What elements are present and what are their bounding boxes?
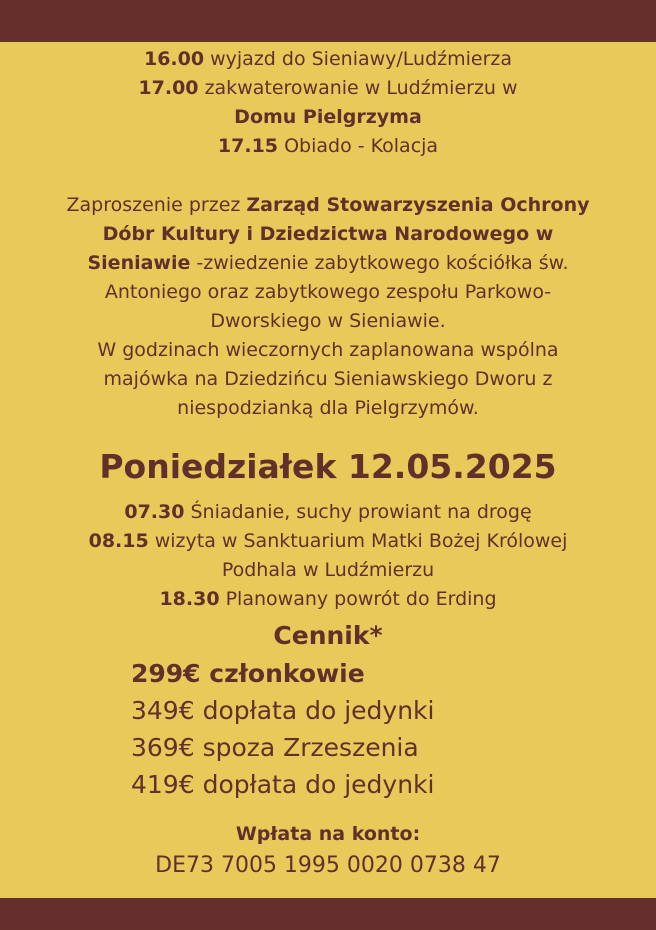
invitation-line bbox=[0, 220, 656, 249]
invitation-line: niespodzianką dla Pielgrzymów. bbox=[177, 397, 479, 419]
schedule-line bbox=[0, 556, 656, 585]
payment-label: Wpłata na konto: bbox=[235, 823, 421, 845]
schedule-text: wizyta w Sanktuarium Matki Bożej Królowej bbox=[148, 530, 568, 552]
schedule-line bbox=[0, 74, 656, 103]
invitation-line bbox=[0, 249, 656, 278]
invitation-line: Dworskiego w Sieniawie. bbox=[210, 310, 446, 332]
schedule-time: 07.30 bbox=[124, 501, 185, 523]
schedule-day1 bbox=[0, 45, 656, 161]
price-item: 349€ dopłata do jedynki bbox=[131, 696, 435, 725]
schedule-time: 18.30 bbox=[159, 588, 220, 610]
invitation-line bbox=[0, 191, 656, 220]
price-item: 369€ spoza Zrzeszenia bbox=[131, 733, 419, 762]
schedule-line bbox=[0, 103, 656, 132]
invitation-intro: Zaproszenie przez bbox=[66, 194, 247, 216]
schedule-text: Planowany powrót do Erding bbox=[219, 588, 497, 610]
invitation-org: Sieniawie bbox=[87, 252, 191, 274]
schedule-line bbox=[0, 45, 656, 74]
schedule-text: wyjazd do Sieniawy/Ludźmierza bbox=[204, 48, 513, 70]
schedule-text: Domu Pielgrzyma bbox=[234, 106, 422, 128]
schedule-line bbox=[0, 527, 656, 556]
schedule-time: 17.15 bbox=[217, 135, 279, 157]
bank-account-number: DE73 7005 1995 0020 0738 47 bbox=[155, 853, 501, 878]
schedule-time: 17.00 bbox=[138, 77, 199, 99]
schedule-line bbox=[0, 498, 656, 527]
price-item: 419€ dopłata do jedynki bbox=[131, 770, 435, 799]
schedule-line bbox=[0, 132, 656, 161]
day2-heading: Poniedziałek 12.05.2025 bbox=[99, 447, 557, 486]
schedule-text: Podhala w Ludźmierzu bbox=[221, 559, 435, 581]
top-band bbox=[0, 0, 656, 42]
schedule-text: Śniadanie, suchy prowiant na drogę bbox=[184, 501, 532, 523]
bottom-band bbox=[0, 898, 656, 930]
price-list-title: Cennik* bbox=[273, 621, 383, 650]
schedule-line bbox=[0, 585, 656, 614]
schedule-text: Obiado - Kolacja bbox=[278, 135, 439, 157]
invitation-line: Antoniego oraz zabytkowego zespołu Parkowo- bbox=[104, 281, 552, 303]
invitation-line: majówka na Dziedzińcu Sieniawskiego Dworu z bbox=[103, 368, 553, 390]
schedule-day2 bbox=[0, 498, 656, 614]
invitation-line: W godzinach wieczornych zaplanowana wspólna bbox=[97, 339, 559, 361]
schedule-time: 16.00 bbox=[143, 48, 205, 70]
invitation-paragraph bbox=[0, 191, 656, 423]
schedule-time: 08.15 bbox=[88, 530, 149, 552]
invitation-org: Dóbr Kultury i Dziedzictwa Narodowego w bbox=[102, 223, 554, 245]
price-item: 299€ członkowie bbox=[131, 659, 365, 688]
schedule-text: zakwaterowanie w Ludźmierzu w bbox=[198, 77, 518, 99]
invitation-text: -zwiedzenie zabytkowego kościółka św. bbox=[190, 252, 569, 274]
invitation-org: Zarząd Stowarzyszenia Ochrony bbox=[246, 194, 590, 216]
price-list bbox=[131, 655, 434, 803]
